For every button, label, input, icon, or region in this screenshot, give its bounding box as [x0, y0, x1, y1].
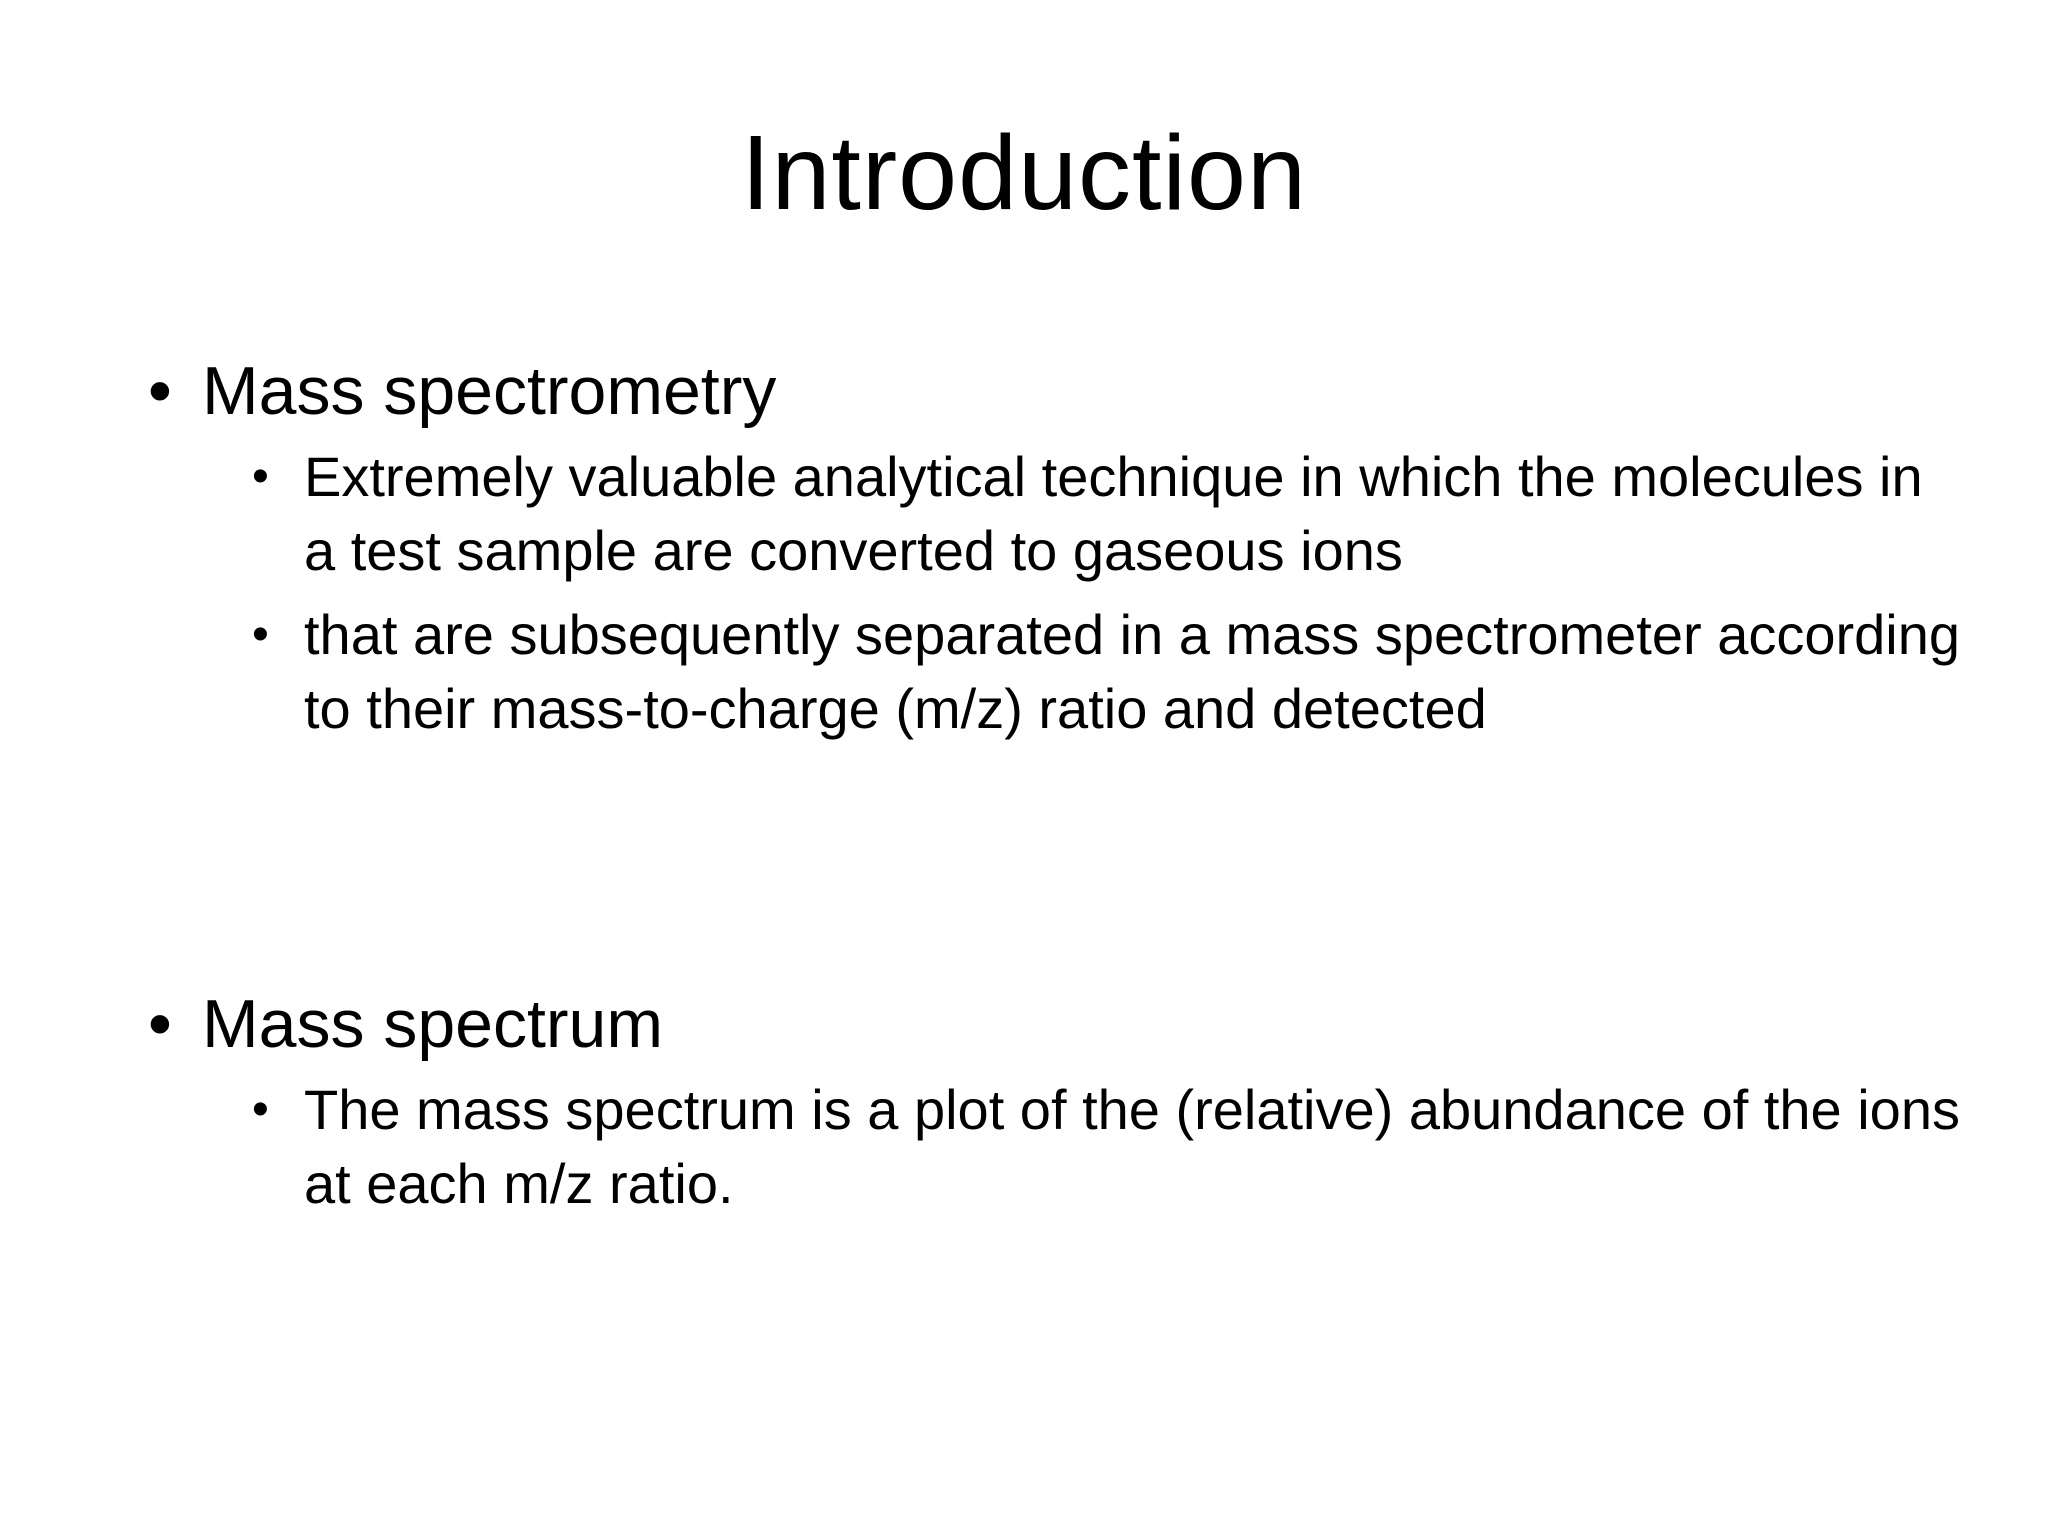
bullet-dot-icon: •	[148, 986, 172, 1062]
section-heading: Mass spectrum	[202, 986, 663, 1062]
bullet-text: The mass spectrum is a plot of the (relative) abundance of the ions at each m/z ratio.	[304, 1078, 1960, 1215]
section-mass-spectrometry	[148, 352, 1968, 756]
section-heading: Mass spectrometry	[202, 353, 777, 429]
bullet-text: that are subsequently separated in a mass spectrometer according to their mass-to-charge (m/z) ratio and detected	[304, 603, 1961, 740]
bullet-text: Extremely valuable analytical technique in which the molecules in a test sample are converted to gaseous ions	[304, 445, 1923, 582]
slide-title: Introduction	[741, 114, 1307, 232]
bullet-dot-icon: •	[148, 353, 172, 429]
section-mass-spectrum	[148, 985, 1968, 1231]
sub-bullet-list	[148, 1073, 1968, 1221]
bullet-level2	[252, 598, 1968, 746]
bullet-dot-icon: •	[252, 1083, 269, 1136]
sub-bullet-list	[148, 440, 1968, 746]
bullet-level1	[148, 352, 1968, 430]
bullet-level2	[252, 1073, 1968, 1221]
bullet-dot-icon: •	[252, 450, 269, 503]
bullet-dot-icon: •	[252, 608, 269, 661]
bullet-level2	[252, 440, 1968, 588]
bullet-level1	[148, 985, 1968, 1063]
